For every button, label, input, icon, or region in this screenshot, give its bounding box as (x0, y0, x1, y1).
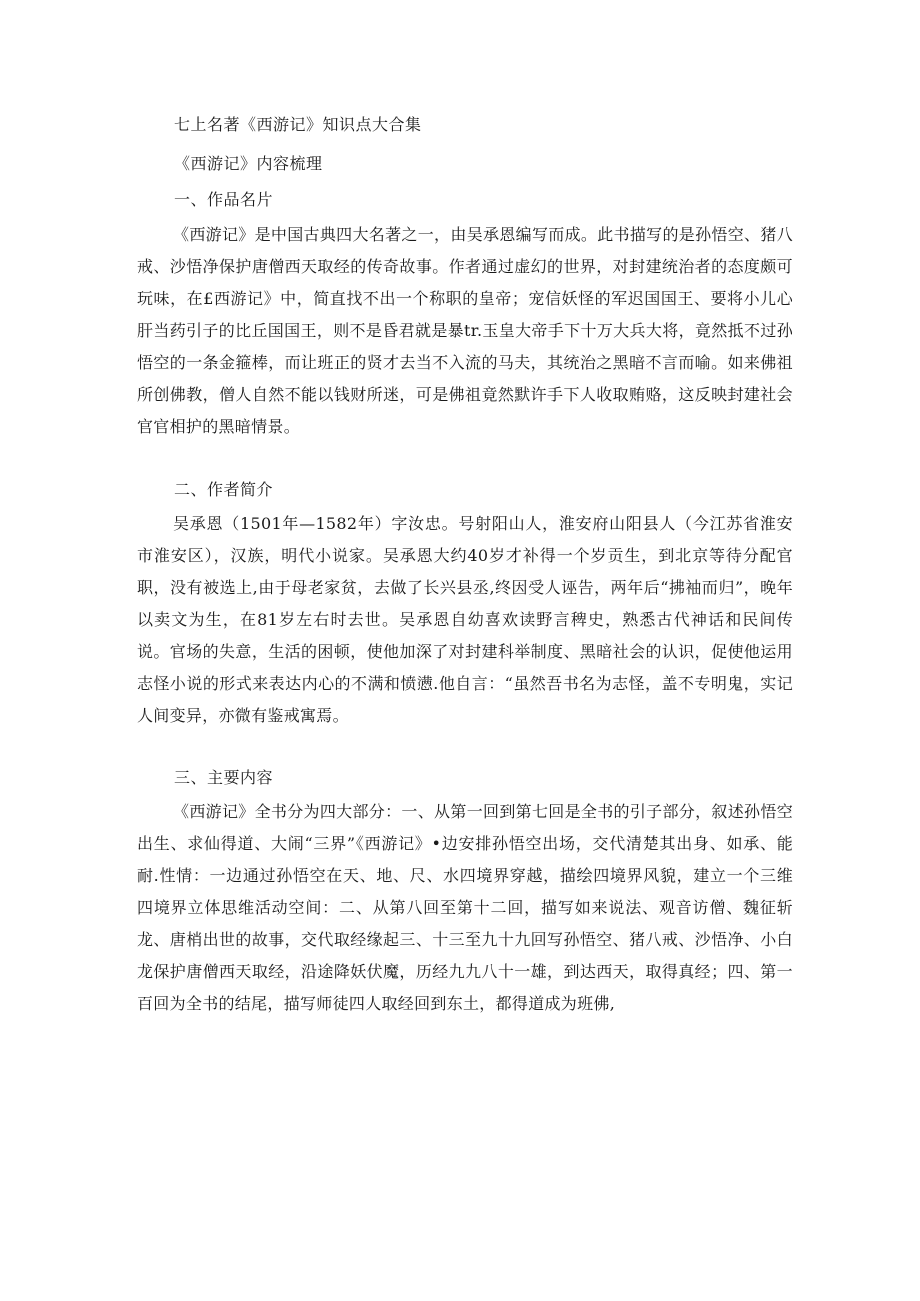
section-heading-main-content: 三、主要内容 (174, 768, 274, 787)
document-subtitle: 《西游记》内容梳理 (174, 154, 323, 173)
section-heading-work-card: 一、作品名片 (174, 190, 274, 209)
section-heading-author: 二、作者简介 (174, 480, 274, 499)
document-title: 七上名著《西游记》知识点大合集 (174, 115, 422, 134)
paragraph-main-content: 《西游记》全书分为四大部分：一、从第一回到第七回是全书的引子部分，叙述孙悟空出生、求仙得道、大闹“三界”《西游记》•边安排孙悟空出场，交代清楚其出身、如承、能耐.性情：一边通过孙悟空在天、地、尺、水四境界穿越，描绘四境界风貌，建立一个三维四境界立体思维活动空间：二、从第八回至第十二回，描写如来说法、观音访僧、魏征斩龙、唐梢出世的故事，交代取经缘起三、十三至九十九回写孙悟空、猪八戒、沙悟净、小白龙保护唐僧西天取经，沿途降妖伏魔，历经九九八十一雄，到达西天，取得真经；四、第一百回为全书的结尾，描写师徒四人取经回到东土，都得道成为班佛, (137, 802, 793, 1013)
paragraph-work-card: 《西游记》是中国古典四大名著之一，由吴承恩编写而成。此书描写的是孙悟空、猪八戒、沙悟净保护唐僧西天取经的传奇故事。作者通过虚幻的世界，对封建统治者的态度颇可玩味，在£西游记》中，简直找不出一个称职的皇帝；宠信妖怪的军迟国国王、要将小儿心肝当药引子的比丘国国王，则不是昏君就是暴tr.玉皇大帝手下十万大兵大将，竟然抵不过孙悟空的一条金箍棒，而让班正的贤才去当不入流的马夫，其统治之黑暗不言而喻。如来佛祖所创佛教，僧人自然不能以钱财所迷，可是佛祖竟然默许手下人收取贿赂，这反映封建社会官官相护的黑暗情景。 (137, 225, 793, 436)
paragraph-author: 吴承恩（1501年—1582年）字汝忠。号射阳山人，淮安府山阳县人（今江苏省淮安市淮安区），汉族，明代小说家。吴承恩大约40岁才补得一个岁贡生，到北京等待分配官职，没有被选上,由于母老家贫，去做了长兴县丞,终因受人诬告，两年后“拂袖而归”，晚年以卖文为生，在81岁左右时去世。吴承恩自幼喜欢读野言稗史，熟悉古代神话和民间传说。官场的失意，生活的困顿，使他加深了对封建科举制度、黑暗社会的认识，促使他运用志怪小说的形式来表达内心的不满和愤懑.他自言：“虽然吾书名为志怪，盖不专明鬼，实记人间变异，亦微有鉴戒寓焉。 (137, 514, 793, 725)
